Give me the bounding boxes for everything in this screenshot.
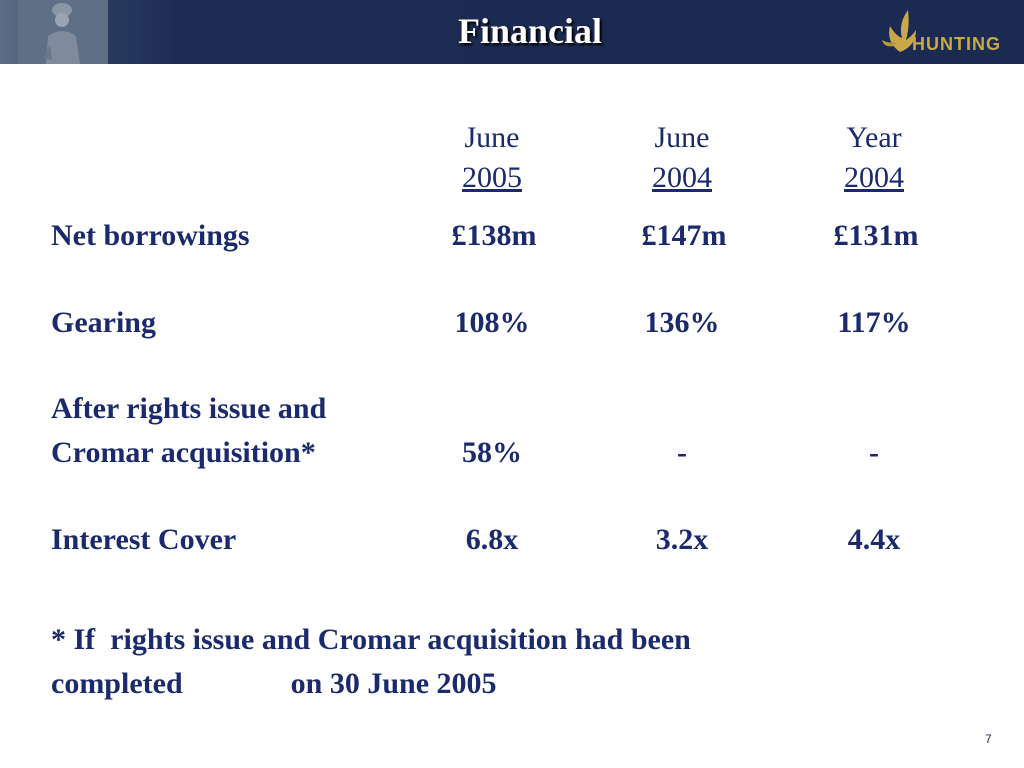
column-year: 2005	[462, 161, 522, 194]
logo-text: HUNTING	[912, 34, 1001, 54]
interest-cover-value: 4.4x	[847, 523, 901, 556]
column-year: 2004	[652, 161, 712, 194]
column-year: 2004	[844, 161, 904, 194]
net-borrowings-value: £147m	[641, 219, 727, 252]
net-borrowings-value: £131m	[833, 219, 919, 252]
row-label-interest-cover: Interest Cover	[51, 523, 237, 556]
hunting-logo	[876, 4, 1016, 60]
column-month: June	[464, 121, 520, 154]
column-header-3	[804, 118, 944, 198]
net-borrowings-value: £138m	[451, 219, 537, 252]
row-label-net-borrowings: Net borrowings	[51, 219, 250, 252]
page-number: 7	[985, 732, 992, 746]
column-month: Year	[846, 121, 902, 154]
column-header-2	[612, 118, 752, 198]
gearing-value: 108%	[454, 306, 530, 339]
interest-cover-value: 3.2x	[655, 523, 709, 556]
column-month: June	[654, 121, 710, 154]
footnote-line2-part-b: on 30 June 2005	[290, 667, 497, 700]
footnote-line2	[51, 662, 851, 706]
header-bar	[0, 0, 1024, 64]
footnote	[51, 618, 851, 706]
after-rights-value: -	[869, 436, 879, 469]
interest-cover-value: 6.8x	[465, 523, 519, 556]
page-title: Financial	[457, 11, 603, 51]
gearing-value: 136%	[644, 306, 720, 339]
footnote-line1: * If rights issue and Cromar acquisition had been	[51, 623, 691, 656]
row-label-after-rights-line2: Cromar acquisition*	[51, 436, 316, 469]
row-label-after-rights-line1: After rights issue and	[51, 392, 327, 425]
after-rights-value: -	[677, 436, 687, 469]
gearing-value: 117%	[837, 306, 911, 339]
row-label-gearing: Gearing	[51, 306, 156, 339]
column-header-1	[422, 118, 562, 198]
after-rights-value: 58%	[462, 436, 522, 469]
footnote-line2-part-a: completed	[51, 667, 183, 700]
